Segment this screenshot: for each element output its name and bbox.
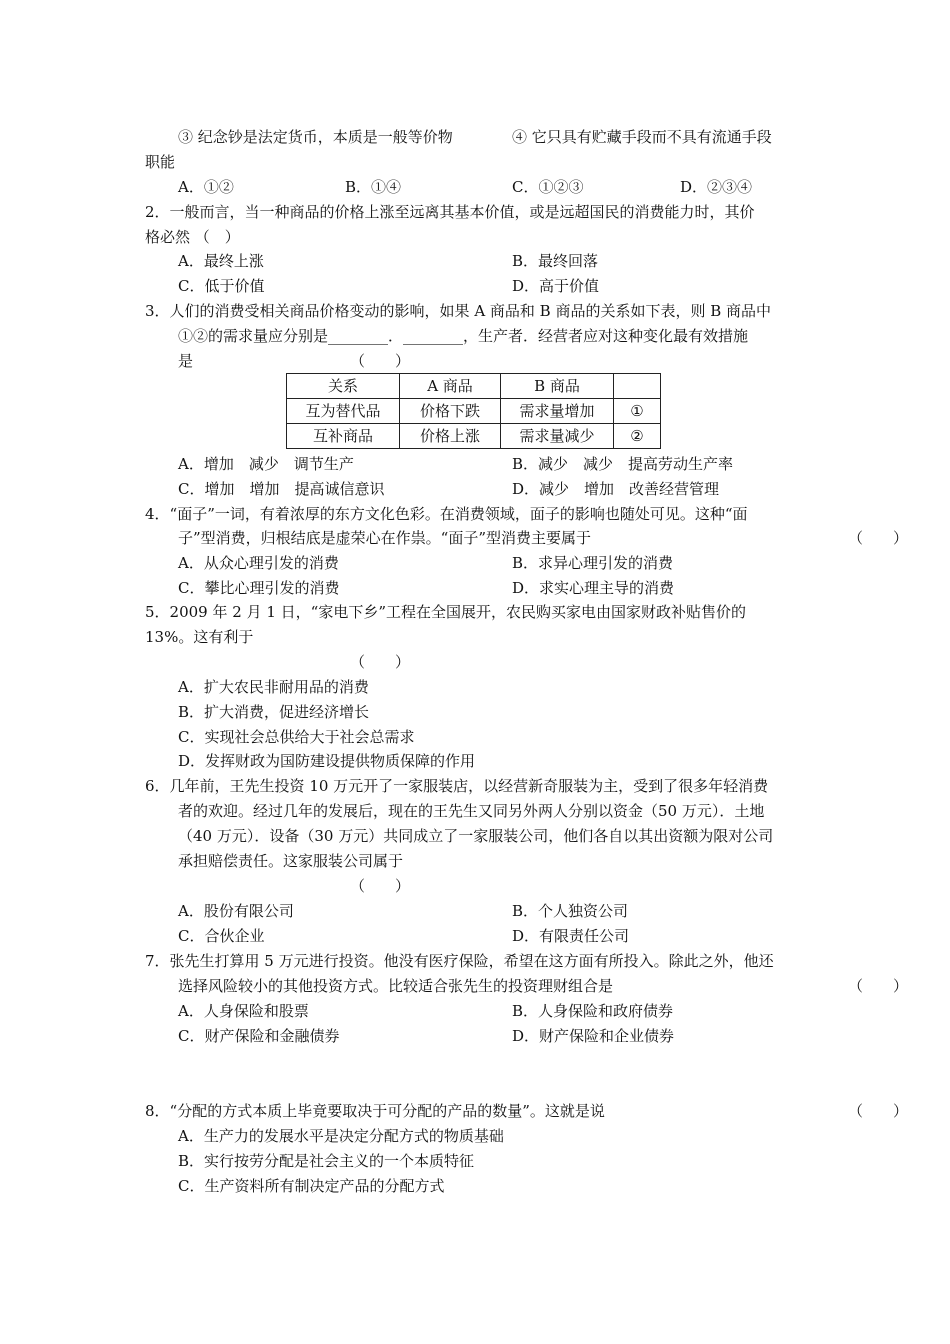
q7-answer-paren: （ ） [848,977,909,995]
q6-stem-line2: 者的欢迎。经过几年的发展后，现在的王先生又同另外两人分别以资金（50 万元）．土地 [178,802,765,820]
q4-stem-line1: 4．“面子”一词，有着浓厚的东方文化色彩。在消费领域，面子的影响也随处可见。这种“面 [145,505,748,523]
q5-option-c: C．实现社会总供给大于社会总需求 [178,728,415,746]
q5-answer-paren: （ ） [350,653,411,671]
q7-stem-line2: 选择风险较小的其他投资方式。比较适合张先生的投资理财组合是 [178,977,614,995]
q4-option-b: B．求异心理引发的消费 [512,554,674,572]
table-cell: 互补商品 [287,424,400,449]
q2-option-c: C．低于价值 [178,277,265,295]
q1-statement-3: ③ 纪念钞是法定货币，本质是一般等价物 [178,128,453,146]
q3-option-a: A．增加 减少 调节生产 [178,455,354,473]
q2-option-d: D．高于价值 [512,277,600,295]
q4-stem-line2: 子”型消费，归根结底是虚荣心在作祟。“面子”型消费主要属于 [178,529,592,547]
q8-option-b: B．实行按劳分配是社会主义的一个本质特征 [178,1152,475,1170]
table-cell: 价格上涨 [400,424,501,449]
q7-stem-line1: 7．张先生打算用 5 万元进行投资。他没有医疗保险，希望在这方面有所投入。除此之外，他还 [145,952,774,970]
q3-answer-paren: （ ） [350,352,411,370]
q6-stem-line3: （40 万元）．设备（30 万元）共同成立了一家服装公司，他们各自以其出资额为限对公司 [178,827,774,845]
q1-statement-4: ④ 它只具有贮藏手段而不具有流通手段 [512,128,772,146]
q4-answer-paren: （ ） [848,529,909,547]
q1-option-c: C．①②③ [512,178,584,196]
q6-option-d: D．有限责任公司 [512,927,630,945]
q7-option-c: C．财产保险和金融债券 [178,1027,340,1045]
table-header-row [287,374,661,399]
q3-stem-line3: 是 [178,352,194,370]
q4-option-a: A．从众心理引发的消费 [178,554,339,572]
q5-option-d: D．发挥财政为国防建设提供物质保障的作用 [178,752,476,770]
q5-stem-line1: 5．2009 年 2 月 1 日，“家电下乡”工程在全国展开，农民购买家电由国家财政补贴售价的 [145,603,746,621]
table-cell: 需求量增加 [501,399,614,424]
q5-option-a: A．扩大农民非耐用品的消费 [178,678,369,696]
q6-option-c: C．合伙企业 [178,927,265,945]
table-cell: 互为替代品 [287,399,400,424]
q2-stem-line2: 格必然 （ ） [145,228,240,246]
q1-option-a: A．①② [178,178,234,196]
table-cell: 价格下跌 [400,399,501,424]
q8-option-a: A．生产力的发展水平是决定分配方式的物质基础 [178,1127,504,1145]
q3-relation-table [286,373,661,449]
table-cell: ② [614,424,661,449]
q2-stem-line1: 2．一般而言，当一种商品的价格上涨至远离其基本价值，或是远超国民的消费能力时，其价 [145,203,755,221]
q3-option-b: B．减少 减少 提高劳动生产率 [512,455,734,473]
q8-answer-paren: （ ） [848,1102,909,1120]
q5-stem-line2: 13%。这有利于 [145,628,254,646]
q1-option-b: B．①④ [345,178,402,196]
q7-option-a: A．人身保险和股票 [178,1002,309,1020]
q7-option-d: D．财产保险和企业债券 [512,1027,675,1045]
q4-option-d: D．求实心理主导的消费 [512,579,675,597]
q5-option-b: B．扩大消费，促进经济增长 [178,703,370,721]
q3-stem-line2: ①②的需求量应分别是________．________，生产者．经营者应对这种变化最有效措施 [178,327,749,345]
q8-option-c: C．生产资料所有制决定产品的分配方式 [178,1177,445,1195]
table-cell: 需求量减少 [501,424,614,449]
q6-option-a: A．股份有限公司 [178,902,294,920]
q1-option-d: D．②③④ [680,178,753,196]
table-cell: ① [614,399,661,424]
table-header-cell [614,374,661,399]
q2-option-a: A．最终上涨 [178,252,264,270]
q3-option-d: D．减少 增加 改善经营管理 [512,480,720,498]
q3-option-c: C．增加 增加 提高诚信意识 [178,480,385,498]
q6-stem-line1: 6．几年前，王先生投资 10 万元开了一家服装店，以经营新奇服装为主，受到了很多年轻消费 [145,777,769,795]
q8-stem-line1: 8．“分配的方式本质上毕竟要取决于可分配的产品的数量”。这就是说 [145,1102,605,1120]
table-header-cell: A 商品 [400,374,501,399]
table-header-cell: B 商品 [501,374,614,399]
q6-option-b: B．个人独资公司 [512,902,629,920]
q3-stem-line1: 3．人们的消费受相关商品价格变动的影响，如果 A 商品和 B 商品的关系如下表，则 B 商品中 [145,302,772,320]
q4-option-c: C．攀比心理引发的消费 [178,579,340,597]
table-row [287,399,661,424]
q6-stem-line4: 承担赔偿责任。这家服装公司属于 [178,852,404,870]
q7-option-b: B．人身保险和政府债券 [512,1002,674,1020]
table-header-cell: 关系 [287,374,400,399]
q1-statement-4-cont: 职能 [145,153,176,171]
q2-option-b: B．最终回落 [512,252,599,270]
q6-answer-paren: （ ） [350,877,411,895]
table-row [287,424,661,449]
